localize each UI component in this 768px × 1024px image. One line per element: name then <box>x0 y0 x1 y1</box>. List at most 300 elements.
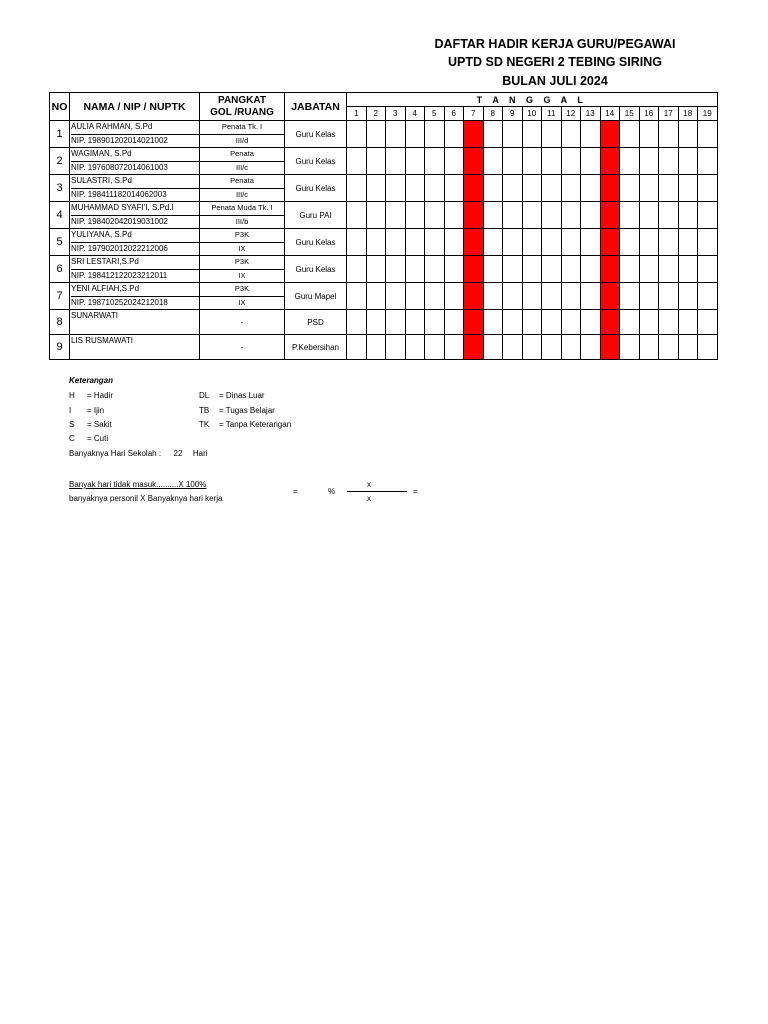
attendance-cell[interactable] <box>639 175 659 202</box>
day-number: 2 <box>366 107 386 121</box>
attendance-cell[interactable] <box>366 121 386 148</box>
attendance-cell[interactable] <box>678 202 698 229</box>
legend-dl-code: DL <box>199 391 210 400</box>
employee-nip: NIP. 198710252024212018 <box>71 297 168 307</box>
legend-tb-code: TB <box>199 406 210 415</box>
attendance-cell[interactable] <box>698 283 718 310</box>
attendance-cell[interactable] <box>405 335 425 360</box>
attendance-cell[interactable] <box>620 202 640 229</box>
day-number: 4 <box>405 107 425 121</box>
attendance-cell[interactable] <box>659 202 679 229</box>
attendance-cell[interactable] <box>405 256 425 283</box>
employee-position: Guru Kelas <box>285 175 347 202</box>
legend-s-code: S <box>69 420 75 429</box>
attendance-cell[interactable] <box>581 310 601 335</box>
attendance-cell[interactable] <box>483 283 503 310</box>
legend-i-code: I <box>69 406 72 415</box>
attendance-cell[interactable] <box>542 175 562 202</box>
attendance-cell[interactable] <box>698 202 718 229</box>
attendance-cell[interactable] <box>425 335 445 360</box>
holiday-cell[interactable] <box>600 148 620 175</box>
attendance-cell[interactable] <box>347 335 367 360</box>
employee-cell <box>70 283 200 310</box>
attendance-cell[interactable] <box>444 202 464 229</box>
day-number: 9 <box>503 107 523 121</box>
employee-nip: NIP. 198412122023212011 <box>71 270 168 280</box>
school-name: UPTD SD NEGERI 2 TEBING SIRING <box>448 55 662 69</box>
employee-position: Guru PAI <box>285 202 347 229</box>
attendance-cell[interactable] <box>620 148 640 175</box>
holiday-cell[interactable] <box>600 175 620 202</box>
attendance-cell[interactable] <box>639 256 659 283</box>
rank-cell <box>200 202 285 229</box>
employee-name: MUHAMMAD SYAFI'I, S.Pd.I <box>71 202 199 216</box>
attendance-cell[interactable] <box>522 256 542 283</box>
table-row <box>50 121 718 148</box>
holiday-cell[interactable] <box>464 202 484 229</box>
attendance-cell[interactable] <box>503 310 523 335</box>
employee-position: PSD <box>285 310 347 335</box>
attendance-cell[interactable] <box>425 256 445 283</box>
attendance-cell[interactable] <box>405 283 425 310</box>
attendance-cell[interactable] <box>659 229 679 256</box>
day-number: 10 <box>522 107 542 121</box>
rank-cell <box>200 256 285 283</box>
attendance-cell[interactable] <box>425 175 445 202</box>
attendance-cell[interactable] <box>503 335 523 360</box>
attendance-cell[interactable] <box>522 310 542 335</box>
attendance-cell[interactable] <box>678 175 698 202</box>
legend-hadir <box>69 391 113 400</box>
employee-rank: Penata <box>200 148 284 162</box>
table-row <box>50 283 718 310</box>
attendance-cell[interactable] <box>678 283 698 310</box>
attendance-cell[interactable] <box>542 148 562 175</box>
attendance-cell[interactable] <box>483 256 503 283</box>
attendance-cell[interactable] <box>444 229 464 256</box>
attendance-cell[interactable] <box>405 229 425 256</box>
attendance-cell[interactable] <box>678 256 698 283</box>
attendance-cell[interactable] <box>620 121 640 148</box>
attendance-cell[interactable] <box>483 335 503 360</box>
attendance-cell[interactable] <box>425 148 445 175</box>
attendance-cell[interactable] <box>522 283 542 310</box>
day-number: 19 <box>698 107 718 121</box>
attendance-cell[interactable] <box>444 175 464 202</box>
holiday-cell[interactable] <box>464 256 484 283</box>
header-no: NO <box>50 93 70 121</box>
attendance-cell[interactable] <box>483 310 503 335</box>
attendance-cell[interactable] <box>425 229 445 256</box>
attendance-cell[interactable] <box>405 148 425 175</box>
attendance-cell[interactable] <box>405 202 425 229</box>
attendance-cell[interactable] <box>561 310 581 335</box>
attendance-cell[interactable] <box>639 121 659 148</box>
attendance-cell[interactable] <box>444 121 464 148</box>
employee-nip: NIP. 198901202014021002 <box>71 135 168 145</box>
legend-ijin <box>69 406 104 415</box>
attendance-cell[interactable] <box>698 310 718 335</box>
attendance-cell[interactable] <box>386 335 406 360</box>
attendance-cell[interactable] <box>425 283 445 310</box>
legend-title: Keterangan <box>69 376 114 385</box>
attendance-cell[interactable] <box>366 310 386 335</box>
employee-position: P.Kebersihan <box>285 335 347 360</box>
row-number: 9 <box>50 335 70 360</box>
attendance-cell[interactable] <box>522 175 542 202</box>
attendance-cell[interactable] <box>659 175 679 202</box>
header-rank-line1: PANGKAT <box>218 94 266 106</box>
attendance-cell[interactable] <box>483 121 503 148</box>
employee-name: SRI LESTARI,S.Pd <box>71 256 199 270</box>
header-position: JABATAN <box>285 93 347 121</box>
formula-fraction-line <box>347 491 407 492</box>
attendance-cell[interactable] <box>620 229 640 256</box>
legend-cuti <box>69 434 108 443</box>
attendance-cell[interactable] <box>366 229 386 256</box>
employee-name: YENI ALFIAH,S.Pd <box>71 283 199 297</box>
attendance-cell[interactable] <box>483 229 503 256</box>
attendance-cell[interactable] <box>659 121 679 148</box>
legend-tugas-belajar <box>199 406 275 415</box>
attendance-cell[interactable] <box>522 148 542 175</box>
employee-position: Guru Kelas <box>285 148 347 175</box>
holiday-cell[interactable] <box>600 202 620 229</box>
attendance-cell[interactable] <box>581 256 601 283</box>
employee-name: YULIYANA, S.Pd <box>71 229 199 243</box>
table-row <box>50 335 718 360</box>
attendance-cell[interactable] <box>503 229 523 256</box>
attendance-cell[interactable] <box>503 175 523 202</box>
attendance-cell[interactable] <box>347 121 367 148</box>
day-number: 16 <box>639 107 659 121</box>
employee-name: SUNARWATI <box>70 310 200 335</box>
header-rank <box>200 93 285 121</box>
attendance-cell[interactable] <box>542 256 562 283</box>
rank-cell <box>200 121 285 148</box>
attendance-cell[interactable] <box>639 335 659 360</box>
attendance-cell[interactable] <box>483 175 503 202</box>
holiday-cell[interactable] <box>464 148 484 175</box>
attendance-cell[interactable] <box>386 121 406 148</box>
employee-name: LIS RUSMAWATI <box>70 335 200 360</box>
header-date: T A N G G A L <box>347 93 718 107</box>
header-name: NAMA / NIP / NUPTK <box>70 93 200 121</box>
legend-dl-label: = Dinas Luar <box>219 391 265 400</box>
holiday-cell[interactable] <box>600 310 620 335</box>
attendance-cell[interactable] <box>581 283 601 310</box>
employee-grade: III/c <box>235 162 249 172</box>
formula-percent: % <box>328 487 336 496</box>
employee-grade: IX <box>238 243 246 253</box>
attendance-cell[interactable] <box>366 283 386 310</box>
attendance-cell[interactable] <box>425 121 445 148</box>
attendance-cell[interactable] <box>698 175 718 202</box>
attendance-cell[interactable] <box>542 202 562 229</box>
attendance-cell[interactable] <box>386 229 406 256</box>
row-number: 2 <box>50 148 70 175</box>
legend-s-label: = Sakit <box>87 420 112 429</box>
row-number: 1 <box>50 121 70 148</box>
attendance-cell[interactable] <box>503 121 523 148</box>
attendance-table <box>49 92 718 360</box>
employee-grade: IX <box>238 297 246 307</box>
attendance-cell[interactable] <box>503 148 523 175</box>
attendance-cell[interactable] <box>698 229 718 256</box>
employee-rank: P3K <box>200 256 284 270</box>
attendance-cell[interactable] <box>483 148 503 175</box>
attendance-cell[interactable] <box>639 229 659 256</box>
attendance-cell[interactable] <box>425 310 445 335</box>
employee-nip: NIP. 198402042019031002 <box>71 216 168 226</box>
employee-cell <box>70 202 200 229</box>
attendance-cell[interactable] <box>561 229 581 256</box>
attendance-cell[interactable] <box>444 335 464 360</box>
holiday-cell[interactable] <box>600 256 620 283</box>
attendance-cell[interactable] <box>425 202 445 229</box>
attendance-cell[interactable] <box>405 310 425 335</box>
holiday-cell[interactable] <box>600 335 620 360</box>
attendance-cell[interactable] <box>561 121 581 148</box>
legend-dinas-luar <box>199 391 265 400</box>
legend-tb-label: = Tugas Belajar <box>219 406 275 415</box>
attendance-cell[interactable] <box>581 148 601 175</box>
attendance-cell[interactable] <box>581 121 601 148</box>
formula-x-top: x <box>367 480 371 489</box>
day-number: 3 <box>386 107 406 121</box>
attendance-cell[interactable] <box>444 283 464 310</box>
employee-grade: IX <box>238 270 246 280</box>
attendance-cell[interactable] <box>561 175 581 202</box>
attendance-cell[interactable] <box>620 283 640 310</box>
attendance-cell[interactable] <box>444 310 464 335</box>
employee-position: Guru Kelas <box>285 256 347 283</box>
holiday-cell[interactable] <box>464 310 484 335</box>
attendance-cell[interactable] <box>542 229 562 256</box>
table-row <box>50 310 718 335</box>
attendance-cell[interactable] <box>386 202 406 229</box>
rank-cell <box>200 229 285 256</box>
attendance-cell[interactable] <box>366 256 386 283</box>
holiday-cell[interactable] <box>464 121 484 148</box>
employee-cell <box>70 229 200 256</box>
employee-grade: III/b <box>235 216 249 226</box>
legend-i-label: = Ijin <box>87 406 105 415</box>
attendance-cell[interactable] <box>698 121 718 148</box>
table-row <box>50 202 718 229</box>
school-days-label: Banyaknya Hari Sekolah : <box>69 449 162 458</box>
formula-x-bottom: x <box>367 494 371 503</box>
legend-tk-code: TK <box>199 420 210 429</box>
employee-cell <box>70 148 200 175</box>
attendance-body <box>50 121 718 360</box>
row-number: 8 <box>50 310 70 335</box>
attendance-cell[interactable] <box>503 283 523 310</box>
attendance-cell[interactable] <box>659 148 679 175</box>
attendance-cell[interactable] <box>678 121 698 148</box>
holiday-cell[interactable] <box>600 283 620 310</box>
employee-rank: Penata <box>200 175 284 189</box>
attendance-cell[interactable] <box>483 202 503 229</box>
attendance-cell[interactable] <box>678 229 698 256</box>
employee-cell <box>70 121 200 148</box>
row-number: 4 <box>50 202 70 229</box>
formula-equals-1: = <box>293 487 298 496</box>
employee-rank: Penata Muda Tk. I <box>200 202 284 216</box>
attendance-cell[interactable] <box>347 256 367 283</box>
rank-cell <box>200 283 285 310</box>
legend-c-code: C <box>69 434 75 443</box>
school-days <box>69 449 208 458</box>
attendance-cell[interactable] <box>405 121 425 148</box>
attendance-cell[interactable] <box>347 148 367 175</box>
attendance-cell[interactable] <box>561 335 581 360</box>
attendance-cell[interactable] <box>698 148 718 175</box>
attendance-cell[interactable] <box>386 256 406 283</box>
attendance-cell[interactable] <box>581 229 601 256</box>
day-number: 7 <box>464 107 484 121</box>
legend-sakit <box>69 420 112 429</box>
attendance-cell[interactable] <box>698 256 718 283</box>
attendance-cell[interactable] <box>347 202 367 229</box>
employee-position: Guru Mapel <box>285 283 347 310</box>
row-number: 5 <box>50 229 70 256</box>
attendance-cell[interactable] <box>581 202 601 229</box>
employee-rank: P3K <box>200 229 284 243</box>
attendance-cell[interactable] <box>659 283 679 310</box>
attendance-cell[interactable] <box>386 283 406 310</box>
legend-tk-label: = Tanpa Keterangan <box>219 420 292 429</box>
attendance-cell[interactable] <box>366 335 386 360</box>
employee-rank: P3K <box>200 283 284 297</box>
row-number: 6 <box>50 256 70 283</box>
formula-denominator: banyaknya personil X Banyaknya hari kerja <box>69 494 223 503</box>
attendance-cell[interactable] <box>522 335 542 360</box>
header-rank-line2: GOL /RUANG <box>210 106 274 118</box>
day-number: 6 <box>444 107 464 121</box>
table-row <box>50 229 718 256</box>
attendance-cell[interactable] <box>522 202 542 229</box>
holiday-cell[interactable] <box>464 335 484 360</box>
day-number: 14 <box>600 107 620 121</box>
holiday-cell[interactable] <box>464 175 484 202</box>
attendance-cell[interactable] <box>639 148 659 175</box>
day-number: 18 <box>678 107 698 121</box>
attendance-cell[interactable] <box>581 175 601 202</box>
day-number: 5 <box>425 107 445 121</box>
attendance-cell[interactable] <box>503 202 523 229</box>
employee-grade: III/d <box>235 135 249 145</box>
attendance-cell[interactable] <box>542 335 562 360</box>
attendance-cell[interactable] <box>698 335 718 360</box>
legend-c-label: = Cuti <box>87 434 109 443</box>
attendance-cell[interactable] <box>620 310 640 335</box>
attendance-cell[interactable] <box>561 256 581 283</box>
attendance-cell[interactable] <box>620 175 640 202</box>
document-title: DAFTAR HADIR KERJA GURU/PEGAWAI <box>434 37 676 51</box>
table-row <box>50 256 718 283</box>
employee-name: AULIA RAHMAN, S.Pd <box>71 121 199 135</box>
attendance-cell[interactable] <box>678 310 698 335</box>
day-number: 8 <box>483 107 503 121</box>
legend-h-label: = Hadir <box>87 391 114 400</box>
attendance-cell[interactable] <box>678 148 698 175</box>
attendance-cell[interactable] <box>561 148 581 175</box>
attendance-cell[interactable] <box>542 310 562 335</box>
attendance-cell[interactable] <box>659 256 679 283</box>
attendance-cell[interactable] <box>561 283 581 310</box>
attendance-cell[interactable] <box>386 310 406 335</box>
holiday-cell[interactable] <box>600 229 620 256</box>
attendance-cell[interactable] <box>522 121 542 148</box>
rank-cell <box>200 148 285 175</box>
attendance-cell[interactable] <box>639 310 659 335</box>
employee-cell <box>70 175 200 202</box>
attendance-cell[interactable] <box>347 175 367 202</box>
holiday-cell[interactable] <box>464 229 484 256</box>
attendance-cell[interactable] <box>659 310 679 335</box>
attendance-cell[interactable] <box>366 148 386 175</box>
formula-numerator: Banyak hari tidak masuk..........X 100% <box>69 480 207 489</box>
employee-rank: - <box>200 335 285 360</box>
attendance-cell[interactable] <box>561 202 581 229</box>
legend-tanpa-keterangan <box>199 420 291 429</box>
attendance-cell[interactable] <box>659 335 679 360</box>
attendance-cell[interactable] <box>620 335 640 360</box>
attendance-cell[interactable] <box>347 229 367 256</box>
employee-name: WAGIMAN, S.Pd <box>71 148 199 162</box>
employee-nip: NIP. 197902012022212006 <box>71 243 168 253</box>
table-row <box>50 175 718 202</box>
employee-position: Guru Kelas <box>285 229 347 256</box>
attendance-cell[interactable] <box>386 148 406 175</box>
table-row <box>50 148 718 175</box>
attendance-cell[interactable] <box>581 335 601 360</box>
attendance-cell[interactable] <box>366 175 386 202</box>
holiday-cell[interactable] <box>464 283 484 310</box>
attendance-cell[interactable] <box>347 310 367 335</box>
legend-h-code: H <box>69 391 75 400</box>
attendance-cell[interactable] <box>386 175 406 202</box>
attendance-cell[interactable] <box>366 202 386 229</box>
day-number: 17 <box>659 107 679 121</box>
attendance-cell[interactable] <box>639 283 659 310</box>
school-days-unit: Hari <box>192 449 208 458</box>
day-number: 13 <box>581 107 601 121</box>
attendance-cell[interactable] <box>444 256 464 283</box>
attendance-cell[interactable] <box>522 229 542 256</box>
rank-cell <box>200 175 285 202</box>
employee-rank: Penata Tk. I <box>200 121 284 135</box>
attendance-cell[interactable] <box>620 256 640 283</box>
attendance-cell[interactable] <box>444 148 464 175</box>
day-number: 12 <box>561 107 581 121</box>
day-number: 11 <box>542 107 562 121</box>
attendance-cell[interactable] <box>542 121 562 148</box>
attendance-cell[interactable] <box>639 202 659 229</box>
row-number: 7 <box>50 283 70 310</box>
attendance-cell[interactable] <box>678 335 698 360</box>
attendance-cell[interactable] <box>347 283 367 310</box>
attendance-cell[interactable] <box>503 256 523 283</box>
employee-name: SULASTRI, S.Pd <box>71 175 199 189</box>
employee-nip: NIP. 198411182014062003 <box>71 189 167 199</box>
attendance-cell[interactable] <box>542 283 562 310</box>
attendance-cell[interactable] <box>405 175 425 202</box>
school-days-value: 22 <box>173 449 183 458</box>
holiday-cell[interactable] <box>600 121 620 148</box>
month-label: BULAN JULI 2024 <box>502 74 608 88</box>
